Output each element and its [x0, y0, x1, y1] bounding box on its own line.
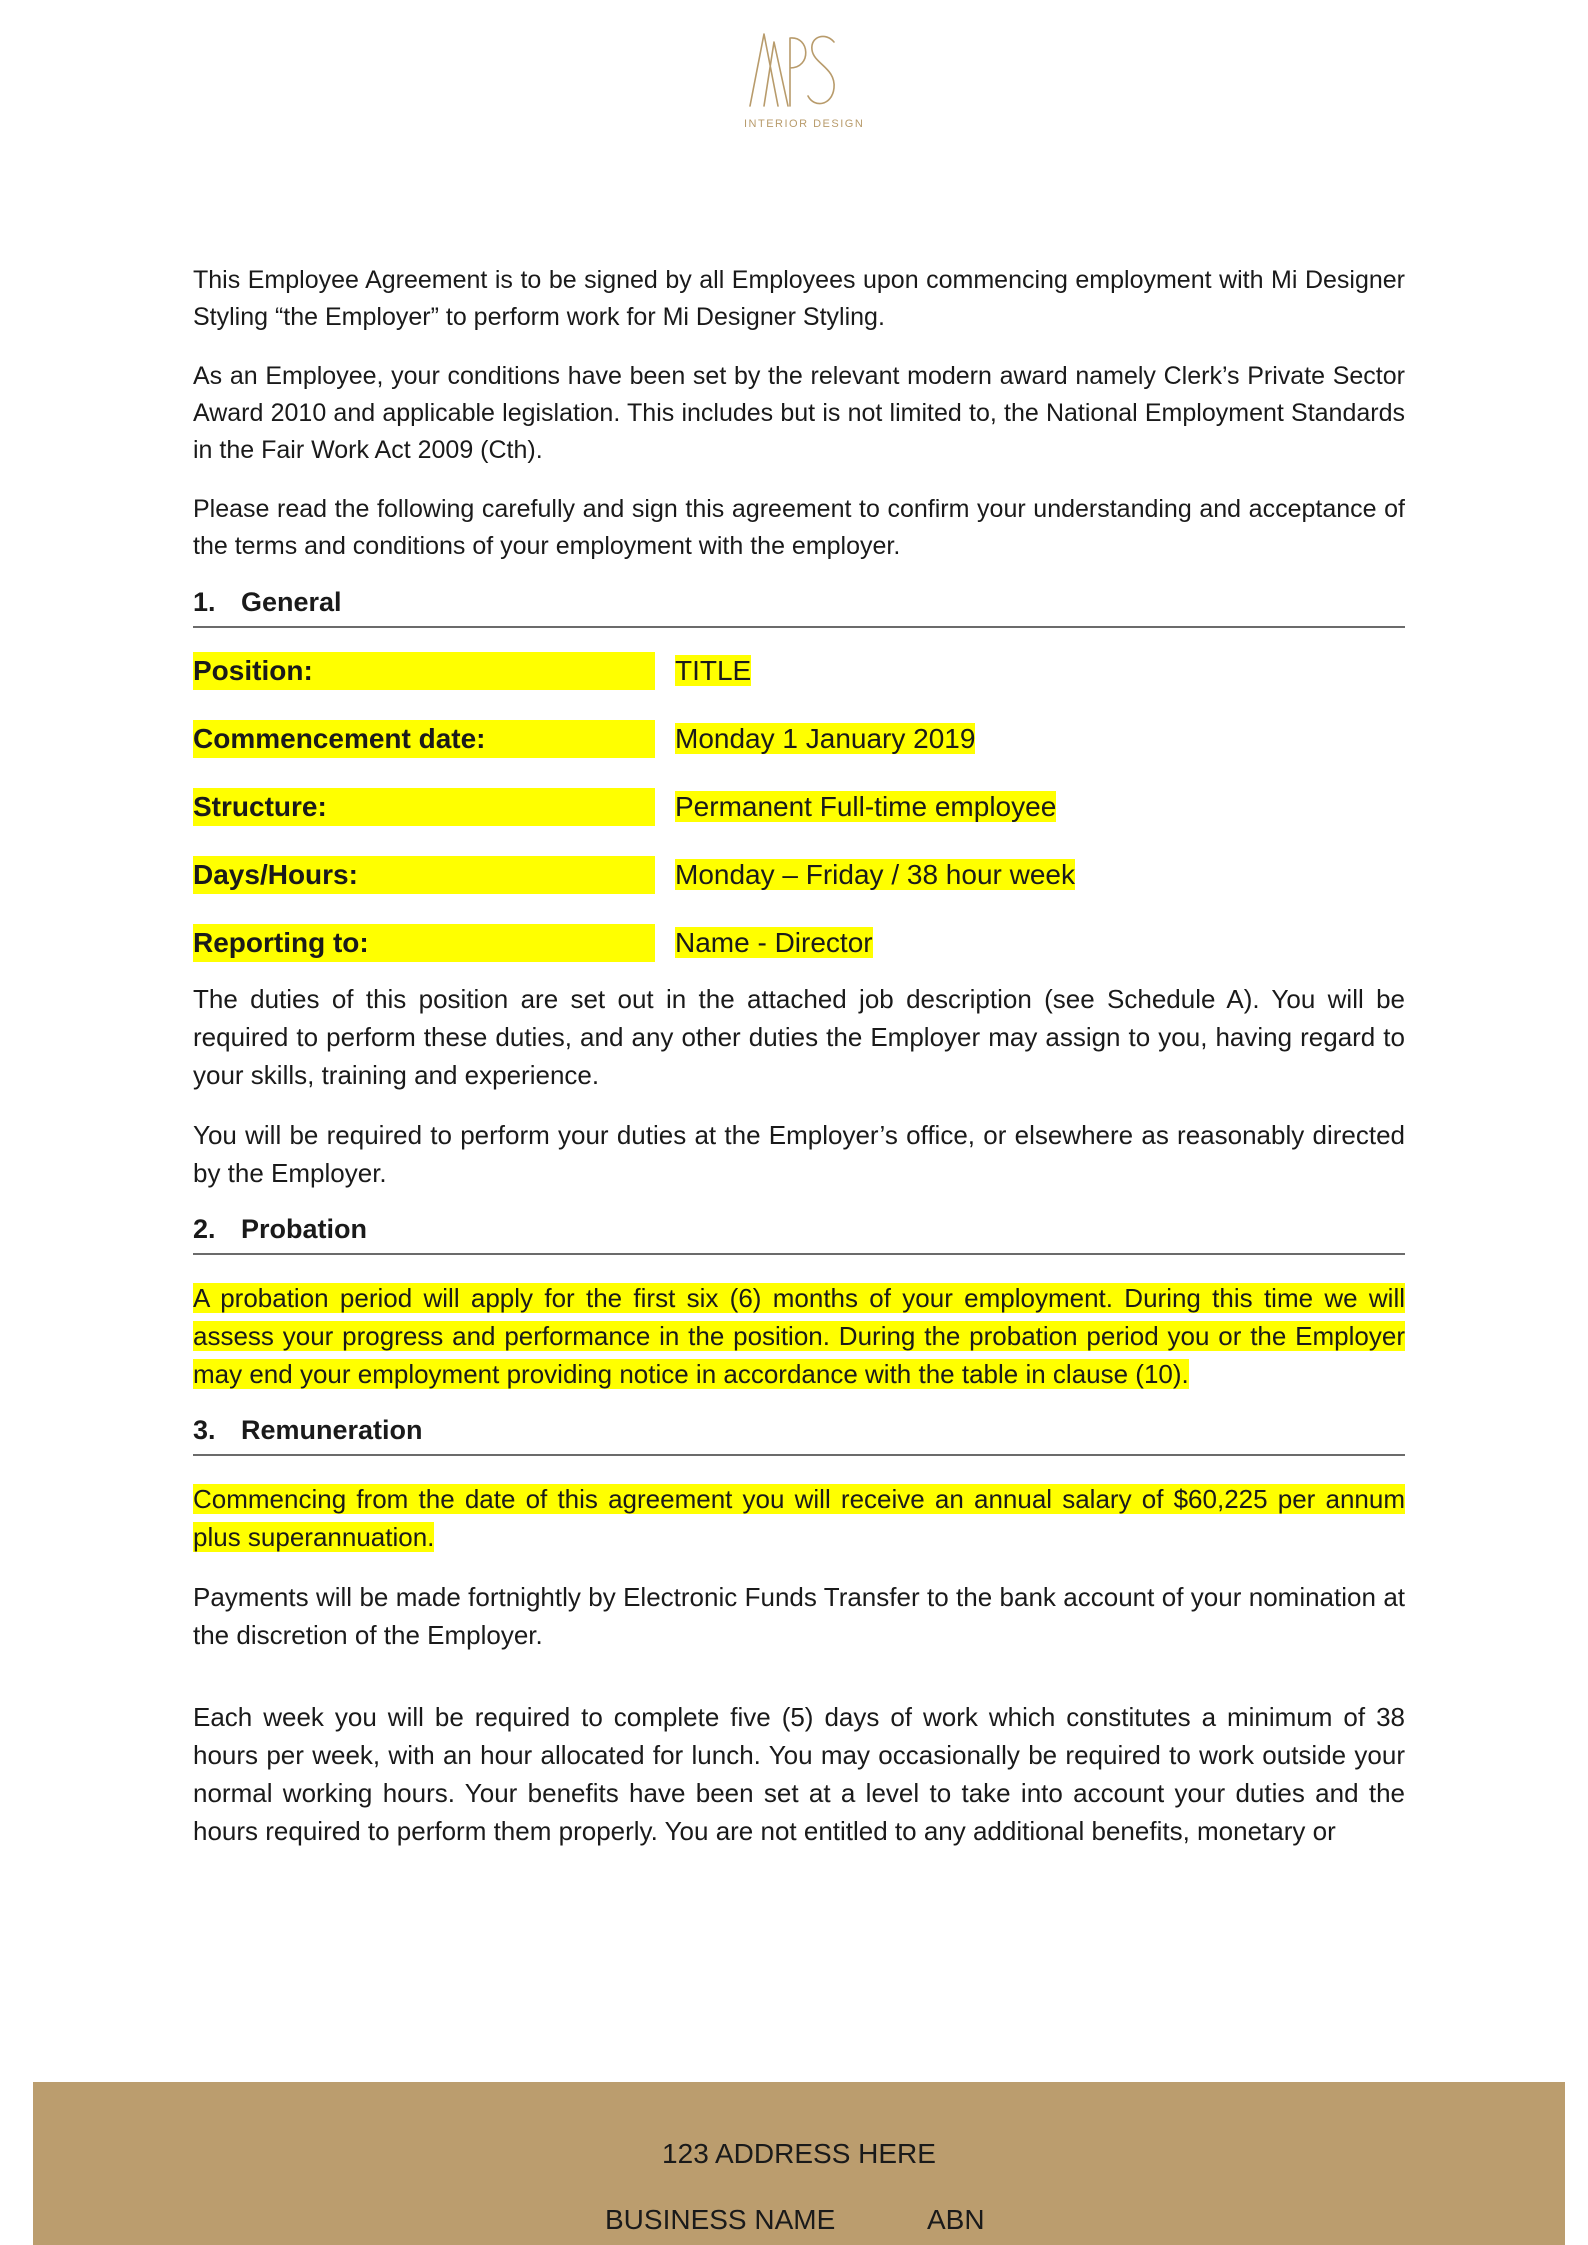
field-label: Structure:	[193, 788, 675, 826]
field-label: Commencement date:	[193, 720, 675, 758]
field-row-reporting-to	[193, 924, 1405, 962]
field-value: Name - Director	[675, 927, 873, 958]
section-title: General	[241, 587, 342, 617]
footer-address: 123 ADDRESS HERE	[662, 2138, 936, 2169]
intro-paragraph-2: As an Employee, your conditions have been set by the relevant modern award namely Clerk’s Private Sector Award 2010 and applicable legislation. This includes but is not limited to, the National Employment Standards in the Fair Work Act 2009 (Cth).	[193, 362, 1405, 464]
section-number: 3.	[193, 1415, 216, 1445]
section-number: 1.	[193, 587, 216, 617]
general-location-paragraph: You will be required to perform your duties at the Employer’s office, or elsewhere as reasonably directed by the Employer.	[193, 1120, 1405, 1188]
salary-paragraph	[193, 1480, 1405, 1556]
section-title: Remuneration	[241, 1415, 423, 1445]
field-label: Days/Hours:	[193, 856, 675, 894]
field-value: Monday 1 January 2019	[675, 723, 976, 754]
section-probation-heading	[193, 1214, 1405, 1255]
intro-paragraph-3: Please read the following carefully and sign this agreement to confirm your understanding and acceptance of the terms and conditions of your employment with the employer.	[193, 495, 1405, 560]
logo-tagline: INTERIOR DESIGN	[744, 118, 865, 130]
spacer	[193, 1676, 1405, 1698]
field-row-position	[193, 652, 1405, 690]
footer-business-name: BUSINESS NAME	[605, 2204, 836, 2235]
field-row-days-hours	[193, 856, 1405, 894]
mps-logo-mark-icon	[744, 28, 844, 112]
footer-abn: ABN	[927, 2204, 985, 2235]
field-label: Position:	[193, 652, 675, 690]
section-general-heading	[193, 587, 1405, 628]
highlighted-text: A probation period will apply for the first six (6) months of your employment. During this time we will assess your progress and performance in the position. During the probation period you or the Employer may end your employment providing notice in accordance with the table in clause (10).	[193, 1283, 1405, 1389]
section-number: 2.	[193, 1214, 216, 1244]
agreement-body	[193, 262, 1405, 1872]
company-logo	[744, 28, 865, 130]
section-remuneration-heading	[193, 1415, 1405, 1456]
field-value: Permanent Full-time employee	[675, 791, 1057, 822]
probation-paragraph	[193, 1279, 1405, 1393]
section-title: Probation	[241, 1214, 367, 1244]
highlighted-text: Commencing from the date of this agreement you will receive an annual salary of $60,225 per annum plus superannuation.	[193, 1484, 1405, 1552]
field-row-commencement-date	[193, 720, 1405, 758]
payment-paragraph: Payments will be made fortnightly by Electronic Funds Transfer to the bank account of your nomination at the discretion of the Employer.	[193, 1582, 1405, 1650]
hours-paragraph: Each week you will be required to complete five (5) days of work which constitutes a minimum of 38 hours per week, with an hour allocated for lunch. You may occasionally be required to work outside your normal working hours. Your benefits have been set at a level to take into account your duties and the hours required to perform them properly. You are not entitled to any additional benefits, monetary or	[193, 1702, 1405, 1846]
field-label: Reporting to:	[193, 924, 675, 962]
footer-band	[33, 2082, 1565, 2245]
field-value: TITLE	[675, 655, 752, 686]
field-value: Monday – Friday / 38 hour week	[675, 859, 1075, 890]
intro-paragraph-1: This Employee Agreement is to be signed by all Employees upon commencing employment with Mi Designer Styling “the Employer” to perform work for Mi Designer Styling.	[193, 266, 1405, 331]
general-duties-paragraph: The duties of this position are set out in the attached job description (see Schedule A). You will be required to perform these duties, and any other duties the Employer may assign to you, having regard to your skills, training and experience.	[193, 984, 1405, 1090]
field-row-structure	[193, 788, 1405, 826]
